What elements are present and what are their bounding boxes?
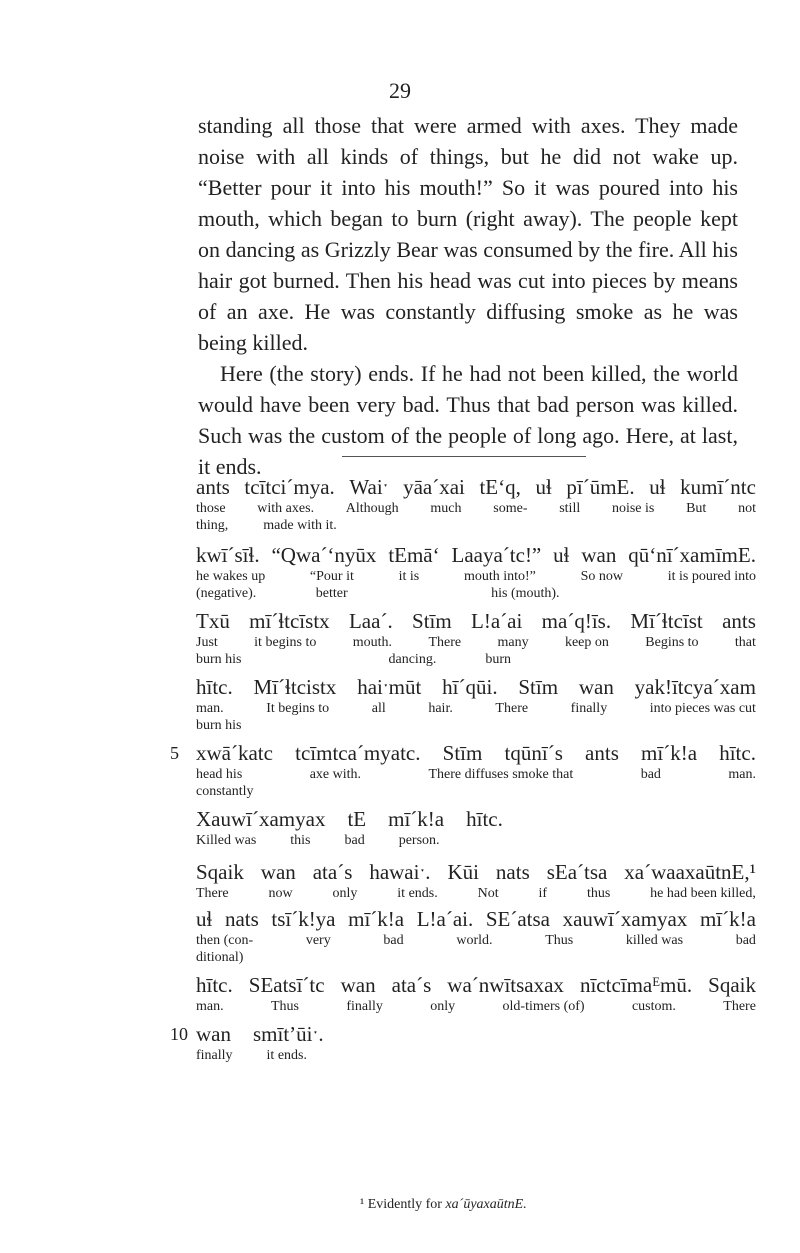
interlinear-unit [170, 740, 756, 800]
native-line [196, 740, 756, 766]
gloss-word: those [196, 501, 226, 516]
native-word: yak!ītcya´xam [634, 675, 756, 699]
section-divider [342, 456, 586, 457]
gloss-word: it ends. [266, 1048, 307, 1063]
gloss-word: with axes. [257, 501, 315, 516]
gloss-word: not [738, 501, 756, 516]
native-word: nats [224, 907, 259, 931]
native-line [196, 806, 756, 832]
gloss-word: bad [735, 933, 756, 948]
english-translation [198, 110, 738, 482]
gloss-word: killed was [625, 933, 684, 948]
gloss-word: he wakes up [196, 569, 266, 584]
native-word: nats [495, 860, 530, 884]
footnote-form: xa´ūyaxaūtnE. [445, 1197, 527, 1212]
native-word: hītc. [196, 675, 233, 699]
gloss-word: mouth. [352, 635, 393, 650]
gloss-continuation: thing, made with it. [196, 518, 337, 533]
gloss-word: finally [346, 999, 383, 1014]
footnote [360, 1196, 527, 1214]
line-number: 10 [170, 1024, 188, 1044]
native-word: xwā´katc [196, 741, 273, 765]
gloss-word: many [497, 635, 529, 650]
native-word: Mī´ɬtcīst [630, 609, 703, 633]
gloss-line [196, 832, 756, 849]
native-word: xauwī´xamyax [562, 907, 688, 931]
native-word: tE‘q, [479, 475, 521, 499]
native-word: SEatsī´tc [248, 973, 325, 997]
gloss-word: all [371, 701, 386, 716]
native-word: xa´waaxaūtnE,¹ [624, 860, 756, 884]
gloss-word: It begins to [266, 701, 330, 716]
gloss-word: noise is [611, 501, 655, 516]
native-word: tEmā‘ [388, 543, 440, 567]
gloss-word: it is poured into [667, 569, 756, 584]
native-word: hītc. [719, 741, 756, 765]
gloss-line [196, 1047, 756, 1064]
gloss-word: much [430, 501, 462, 516]
native-word: “Qwa´‘nyūx [271, 543, 377, 567]
gloss-word: man. [196, 999, 224, 1014]
native-word: uɬ [535, 475, 552, 499]
native-word: L!a´ai [471, 609, 523, 633]
gloss-continuation: ditional) [196, 950, 244, 965]
gloss-word: world. [456, 933, 493, 948]
gloss-word: Thus [545, 933, 574, 948]
interlinear-unit [170, 1021, 756, 1064]
footnote-marker: ¹ [360, 1197, 365, 1212]
native-word: tcīmtca´myatc. [295, 741, 421, 765]
gloss-word: head his [196, 767, 243, 782]
native-word: mī´k!a [641, 741, 698, 765]
native-word: L!a´ai. [416, 907, 474, 931]
gloss-continuation: burn his [196, 718, 242, 733]
gloss-word: thus [586, 886, 611, 901]
native-word: mī´k!a [348, 907, 405, 931]
gloss-word: old-timers (of) [502, 999, 585, 1014]
native-word: haiˑmūt [357, 675, 422, 699]
native-word: SE´atsa [485, 907, 550, 931]
gloss-word: still [559, 501, 581, 516]
native-word: ants [585, 741, 619, 765]
translation-paragraph-1: standing all those that were armed with axes. They made noise with all kinds of things, but he did not wake up. “Better pour it into his mouth!” So it was poured into his mouth, which began to burn (right away). The people kept on dancing as Grizzly Bear was consumed by the fire. All his hair got burned. Then his head was cut into pieces by means of an axe. He was constantly diffusing smoke as he was being killed. [198, 113, 738, 355]
native-word: tqūnī´s [504, 741, 563, 765]
interlinear-text [170, 468, 756, 1064]
interlinear-unit [196, 906, 756, 966]
interlinear-unit [196, 542, 756, 602]
gloss-word: Begins to [645, 635, 699, 650]
gloss-word: it is [398, 569, 420, 584]
translation-paragraph-2: Here (the story) ends. If he had not been killed, the world would have been very bad. Thus that bad person was killed. Such was the custom of the people of long ago. Here, at last, it ends. [198, 361, 738, 479]
gloss-word: that [734, 635, 756, 650]
gloss-word: Although [345, 501, 399, 516]
gloss-line [196, 998, 756, 1015]
gloss-word: it begins to [254, 635, 317, 650]
interlinear-unit [196, 474, 756, 534]
gloss-line [196, 700, 756, 717]
gloss-word: There [428, 635, 462, 650]
gloss-word: There [495, 701, 529, 716]
gloss-word: But [686, 501, 707, 516]
gloss-word: this [290, 833, 311, 848]
native-line [196, 608, 756, 634]
gloss-word: There diffuses smoke that [428, 767, 574, 782]
gloss-word: finally [196, 1048, 233, 1063]
native-word: Stīm [442, 741, 483, 765]
gloss-continuation: constantly [196, 784, 254, 799]
gloss-word: only [430, 999, 456, 1014]
native-word: mī´ɬtcīstx [249, 609, 330, 633]
gloss-word: custom. [631, 999, 676, 1014]
gloss-word: man. [196, 701, 224, 716]
gloss-word: mouth into!” [463, 569, 536, 584]
native-word: tcītci´mya. [244, 475, 335, 499]
native-word: hawaiˑ. [369, 860, 431, 884]
native-word: tE [347, 807, 367, 831]
page-number: 29 [389, 78, 411, 103]
native-line [196, 1021, 756, 1047]
gloss-word: then (con- [196, 933, 254, 948]
native-word: Xauwī´xamyax [196, 807, 326, 831]
gloss-word: if [538, 886, 548, 901]
gloss-word: Thus [270, 999, 299, 1014]
gloss-word: bad [344, 833, 365, 848]
native-word: Laa´. [348, 609, 393, 633]
gloss-word: only [332, 886, 358, 901]
gloss-line [196, 634, 756, 651]
native-word: kwī´sīɬ. [196, 543, 260, 567]
gloss-word: he had been killed, [650, 886, 756, 901]
gloss-word: There [196, 886, 229, 901]
gloss-continuation: (negative). better his (mouth). [196, 586, 560, 601]
gloss-word: it ends. [397, 886, 438, 901]
gloss-word: keep on [564, 635, 609, 650]
interlinear-unit [196, 806, 756, 849]
gloss-word: into pieces was cut [649, 701, 756, 716]
gloss-word: hair. [428, 701, 453, 716]
native-word: qū‘nī´xamīmE. [628, 543, 756, 567]
native-word: mī´k!a [699, 907, 756, 931]
native-line [196, 859, 756, 885]
native-word: Waiˑ [349, 475, 389, 499]
native-line [196, 972, 756, 998]
native-line [196, 542, 756, 568]
gloss-word: axe with. [309, 767, 362, 782]
interlinear-unit [196, 972, 756, 1015]
native-word: kumī´ntc [680, 475, 756, 499]
interlinear-unit [196, 859, 756, 902]
native-word: wan [260, 860, 296, 884]
native-word: smīt’ūiˑ. [253, 1022, 324, 1046]
gloss-line [196, 932, 756, 949]
native-word: ata´s [312, 860, 353, 884]
gloss-line [196, 500, 756, 517]
native-word: pī´ūmE. [566, 475, 635, 499]
native-line [196, 474, 756, 500]
native-word: Stīm [518, 675, 559, 699]
gloss-line [196, 885, 756, 902]
native-word: mī´k!a [388, 807, 445, 831]
native-word: wan [196, 1022, 231, 1046]
interlinear-unit [196, 608, 756, 668]
gloss-word: Not [477, 886, 499, 901]
native-word: sEa´tsa [546, 860, 608, 884]
gloss-word: So now [580, 569, 623, 584]
gloss-line [196, 568, 756, 585]
native-word: uɬ [196, 907, 213, 931]
native-word: wa´nwītsaxax [447, 973, 564, 997]
native-word: nīctcīmaᴱmū. [579, 973, 693, 997]
native-word: ata´s [391, 973, 432, 997]
native-word: uɬ [649, 475, 666, 499]
gloss-word: finally [570, 701, 608, 716]
gloss-word: Killed was [196, 833, 257, 848]
native-word: Mī´ɬtcistx [253, 675, 337, 699]
native-word: ants [722, 609, 756, 633]
native-word: Sqaik [196, 860, 244, 884]
gloss-word: Just [196, 635, 218, 650]
native-word: uɬ [553, 543, 570, 567]
native-word: hī´qūi. [442, 675, 498, 699]
gloss-word: now [268, 886, 293, 901]
line-number: 5 [170, 743, 179, 763]
gloss-continuation: burn his dancing. burn [196, 652, 511, 667]
native-word: wan [581, 543, 617, 567]
native-word: hītc. [466, 807, 503, 831]
native-word: Stīm [412, 609, 452, 633]
native-word: ants [196, 475, 230, 499]
native-word: Txū [196, 609, 230, 633]
gloss-word: some- [493, 501, 528, 516]
native-word: ma´q!īs. [541, 609, 612, 633]
gloss-word: bad [383, 933, 404, 948]
native-line [196, 906, 756, 932]
gloss-word: bad [640, 767, 661, 782]
native-word: yāa´xai [403, 475, 465, 499]
gloss-word: person. [398, 833, 440, 848]
footnote-text: Evidently for [367, 1197, 442, 1212]
native-word: hītc. [196, 973, 233, 997]
native-line [196, 674, 756, 700]
gloss-line [196, 766, 756, 783]
gloss-word: very [305, 933, 331, 948]
native-word: wan [340, 973, 376, 997]
gloss-word: “Pour it [309, 569, 354, 584]
native-word: tsī´k!ya [271, 907, 336, 931]
gloss-word: There [723, 999, 756, 1014]
native-word: Sqaik [708, 973, 756, 997]
gloss-word: man. [728, 767, 756, 782]
native-word: Kūi [447, 860, 479, 884]
interlinear-unit [196, 674, 756, 734]
native-word: Laaya´tc!” [451, 543, 542, 567]
native-word: wan [578, 675, 614, 699]
